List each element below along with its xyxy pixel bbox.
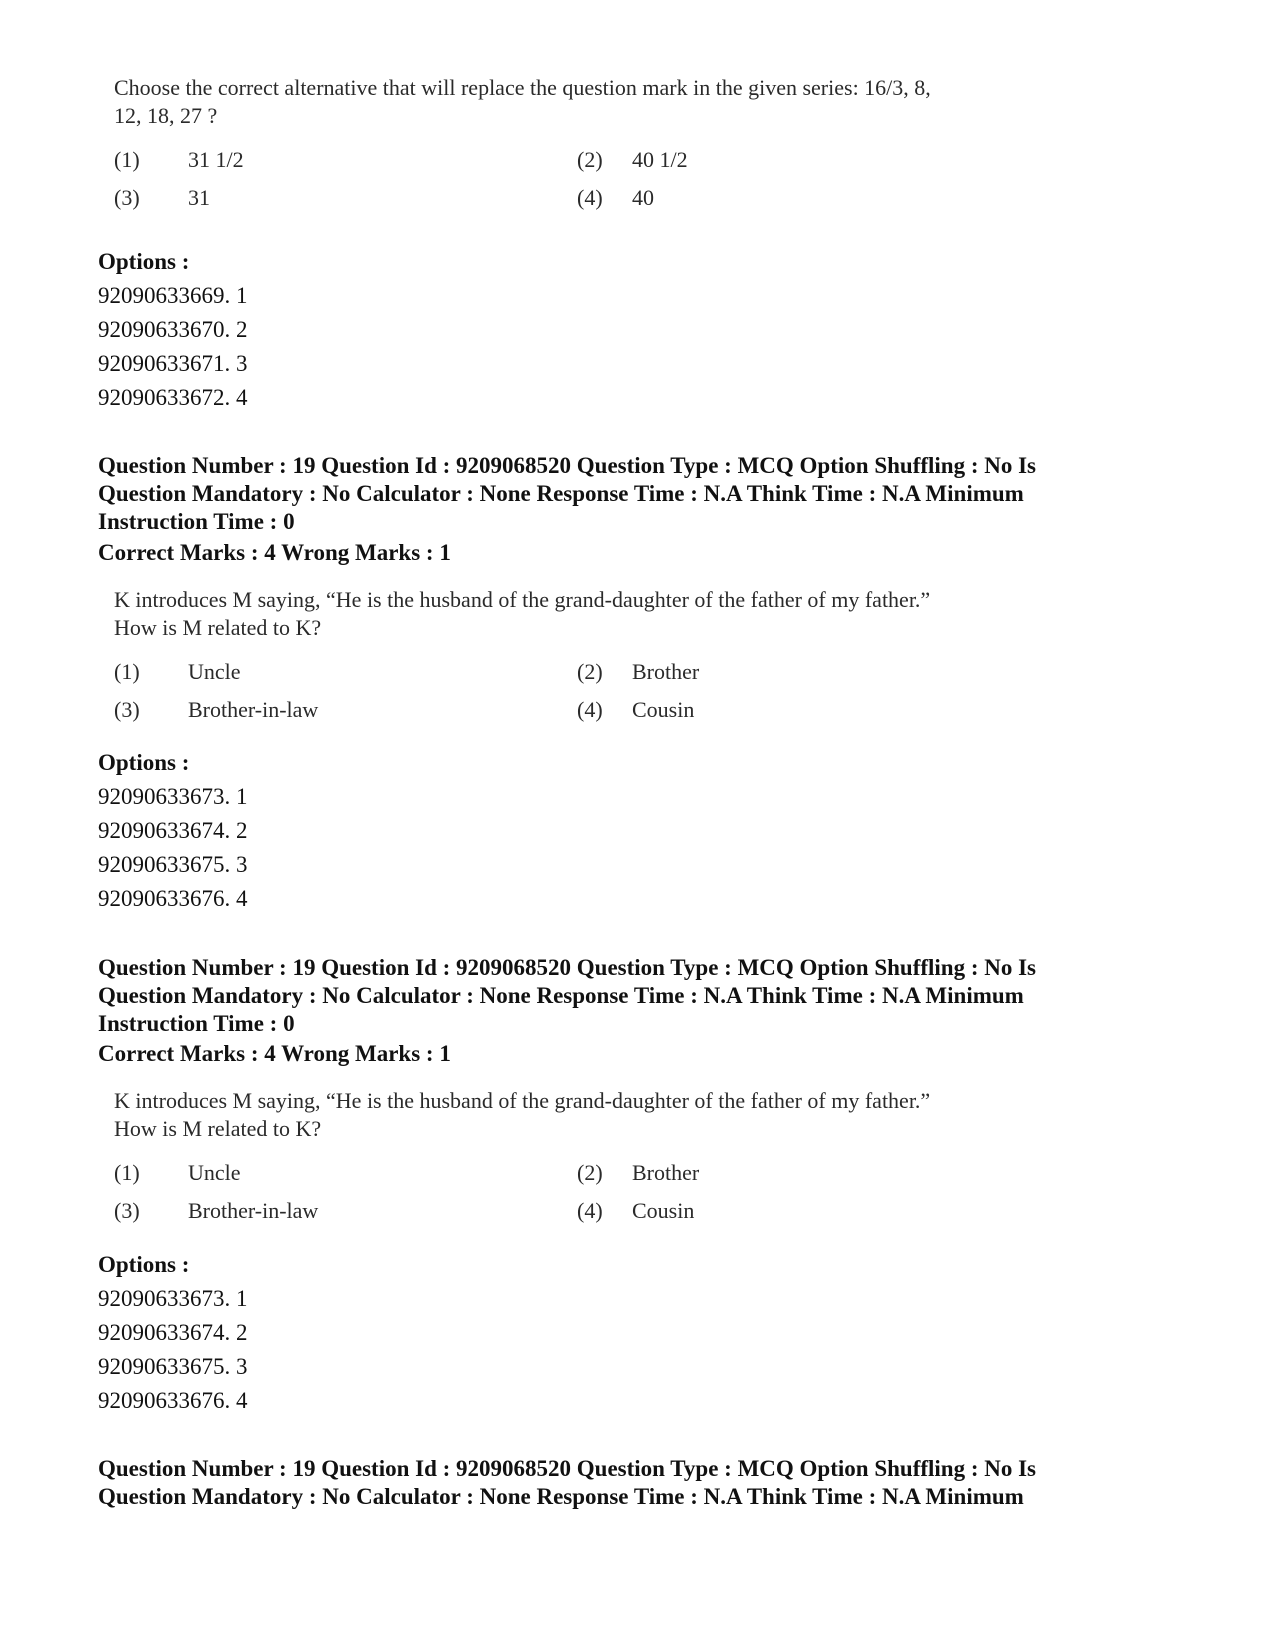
choice-1: (1) 31 1/2 [114, 147, 244, 172]
option-row: 92090633671. 3 [98, 351, 248, 376]
marks-line: Correct Marks : 4 Wrong Marks : 1 [98, 540, 451, 565]
option-row: 92090633673. 1 [98, 784, 248, 809]
option-row: 92090633675. 3 [98, 852, 248, 877]
question-header: Question Number : 19 Question Id : 9209068520 Question Type : MCQ Option Shuffling : No Is Question Mandatory : No Calculator : None Response Time : N.A Think Time : N.A Minimum Instruction Time : 0 [98, 453, 1037, 534]
options-list [98, 245, 248, 415]
choice-4: (4) 40 [577, 185, 654, 210]
marks-line: Correct Marks : 4 Wrong Marks : 1 [98, 1041, 451, 1066]
option-row: 92090633673. 1 [98, 1286, 248, 1311]
choice-2: (2) Brother [577, 659, 700, 684]
choice-3: (3) 31 [114, 185, 210, 210]
options-list [98, 746, 248, 916]
choice-2: (2) Brother [577, 1160, 700, 1185]
option-row: 92090633675. 3 [98, 1354, 248, 1379]
options-label: Options : [98, 750, 190, 775]
question-text: Choose the correct alternative that will replace the question mark in the given series: 16/3, 8, 12, 18, 27 ? [114, 75, 931, 128]
choice-4: (4) Cousin [577, 1198, 695, 1223]
option-row: 92090633669. 1 [98, 283, 248, 308]
question-image-relation [114, 1087, 1124, 1236]
option-row: 92090633674. 2 [98, 1320, 248, 1345]
question-text: K introduces M saying, “He is the husband of the grand-daughter of the father of my father.” How is M related to K? [114, 587, 931, 640]
choice-3: (3) Brother-in-law [114, 1198, 319, 1223]
choice-4: (4) Cousin [577, 697, 695, 722]
question-image-relation [114, 586, 1124, 735]
question-text: K introduces M saying, “He is the husband of the grand-daughter of the father of my father.” How is M related to K? [114, 1088, 931, 1141]
choice-1: (1) Uncle [114, 659, 241, 684]
option-row: 92090633676. 4 [98, 886, 248, 911]
question-header: Question Number : 19 Question Id : 9209068520 Question Type : MCQ Option Shuffling : No Is Question Mandatory : No Calculator : None Response Time : N.A Think Time : N.A Minimum Instruction Time : 0 [98, 955, 1037, 1036]
option-row: 92090633670. 2 [98, 317, 248, 342]
options-list [98, 1248, 248, 1418]
question-image-series [114, 74, 1124, 223]
choice-grid [114, 147, 1124, 223]
option-row: 92090633676. 4 [98, 1388, 248, 1413]
option-row: 92090633672. 4 [98, 385, 248, 410]
question-header: Question Number : 19 Question Id : 9209068520 Question Type : MCQ Option Shuffling : No Is Question Mandatory : No Calculator : None Response Time : N.A Think Time : N.A Minimum [98, 1456, 1037, 1509]
option-row: 92090633674. 2 [98, 818, 248, 843]
choice-1: (1) Uncle [114, 1160, 241, 1185]
choice-3: (3) Brother-in-law [114, 697, 319, 722]
choice-grid [114, 1160, 1124, 1236]
options-label: Options : [98, 1252, 190, 1277]
options-label: Options : [98, 249, 190, 274]
choice-grid [114, 659, 1124, 735]
choice-2: (2) 40 1/2 [577, 147, 688, 172]
